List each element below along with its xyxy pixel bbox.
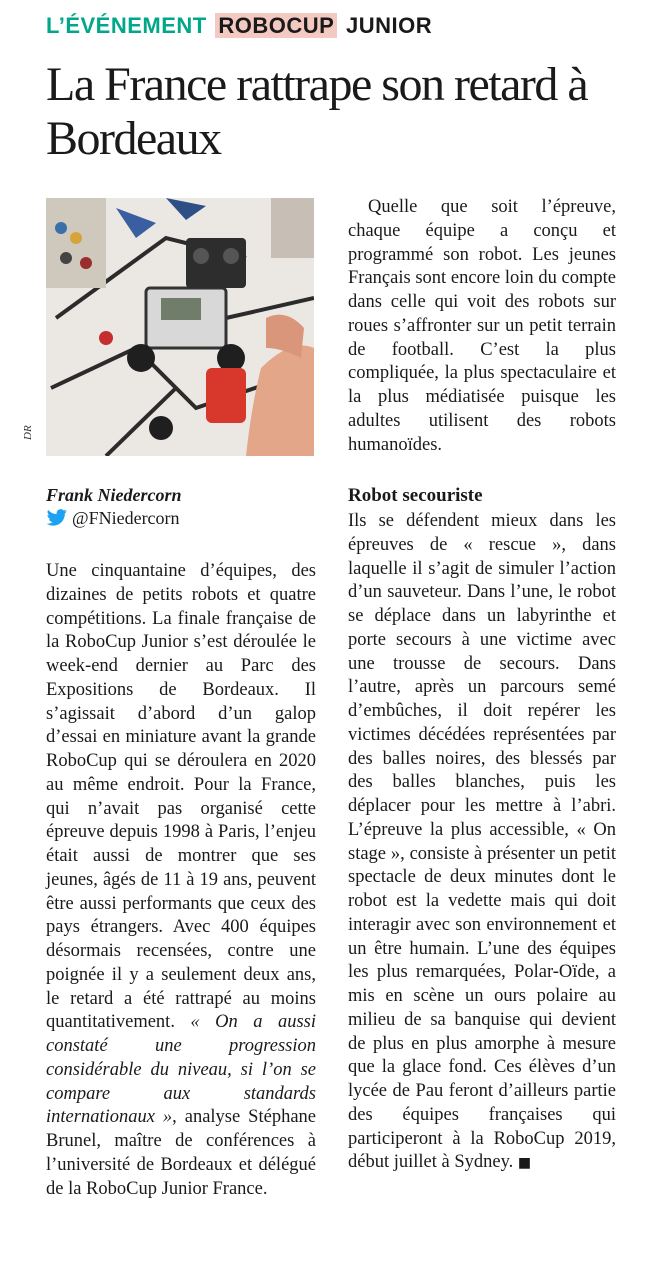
twitter-bird-icon (46, 509, 68, 527)
kicker-event: L’ÉVÉNEMENT (46, 13, 207, 38)
article-right-column-top (348, 196, 616, 457)
robot-photo (46, 198, 314, 456)
kicker-robocup: ROBOCUP (215, 13, 337, 38)
twitter-handle-row[interactable] (46, 506, 326, 530)
end-mark: ■ (517, 1155, 532, 1172)
author-name: Frank Niedercorn (46, 485, 182, 505)
left-quote: « On a aussi constaté une progression considérable du niveau, si l’on se compare aux standards internationaux » (46, 1012, 316, 1128)
right-paragraph-2-text: Ils se défendent mieux dans les épreuves de « rescue », dans laquelle il s’agit de simuler l’action d’un sauveteur. Dans l’une, le robot se déplace dans un labyrinthe et porte secours à une victime avec une trousse de secours. Dans l’autre, après un parcours semé d’embûches, il doit repérer les victimes décédées représentées par des balles noires, des blessés par des balles blanches, puis les déplacer pour les mettre à l’abri. L’épreuve la plus accessible, « On stage », consiste à présenter un petit spectacle de deux minutes dont le robot est la vedette mais qui doit interagir avec son environnement et un être humain. L’une des équipes les plus remarquées, Polar-Oïde, a mis en scène un ours polaire au milieu de sa banquise qui devient de plus en plus amorphe à mesure que la glace fond. Ces élèves d’un lycée de Pau feront d’ailleurs partie des équipes françaises qui participeront à la RoboCup 2019, début juillet à Sydney. (348, 511, 616, 1173)
subhead: Robot secouriste (348, 485, 483, 506)
byline (46, 484, 326, 530)
left-text-b: , analyse Stéphane Brunel, maître de conférences à l’université de Bordeaux et délégué de la RoboCup Junior France. (46, 1107, 316, 1199)
subhead-block (348, 484, 616, 508)
twitter-handle: @FNiedercorn (72, 508, 180, 528)
robot-photo-illustration (46, 198, 314, 456)
kicker-junior: JUNIOR (345, 13, 433, 38)
right-paragraph-2 (348, 510, 616, 1176)
section-kicker (46, 12, 432, 40)
article-headline: La France rattrape son retard à Bordeaux (46, 58, 588, 165)
article-left-column (46, 560, 316, 1201)
left-text-a: Une cinquantaine d’équipes, des dizaines de petits robots et quatre compétitions. La finale française de la RoboCup Junior s’est déroulée le week-end dernier au Parc des Expositions de Bordeaux. Il s’agissait d’abord d’un galop d’essai en miniature avant la grande RoboCup qui se déroulera en 2020 au même endroit. Pour la France, qui n’avait pas organisé cette épreuve depuis 1998 à Paris, l’enjeu était aussi de montrer que ses jeunes, âgés de 11 à 19 ans, peuvent être aussi performants que ceux des pays étrangers. Avec 400 équipes désormais recensées, contre une poignée il y a seulement deux ans, le retard a été rattrapé au moins quantitativement. (46, 561, 316, 1033)
photo-credit: DR (22, 425, 34, 440)
right-paragraph-1: Quelle que soit l’épreuve, chaque équipe a conçu et programmé son robot. Les jeunes Français sont encore loin du compte dans celle qui voit des robots sur roues s’affronter sur un petit terrain de football. C’est la plus compliquée, la plus spectaculaire et la plus médiatisée puisque les adultes utilisent des robots humanoïdes. (348, 197, 616, 455)
article-right-column-bottom (348, 510, 616, 1176)
left-paragraph (46, 560, 316, 1201)
